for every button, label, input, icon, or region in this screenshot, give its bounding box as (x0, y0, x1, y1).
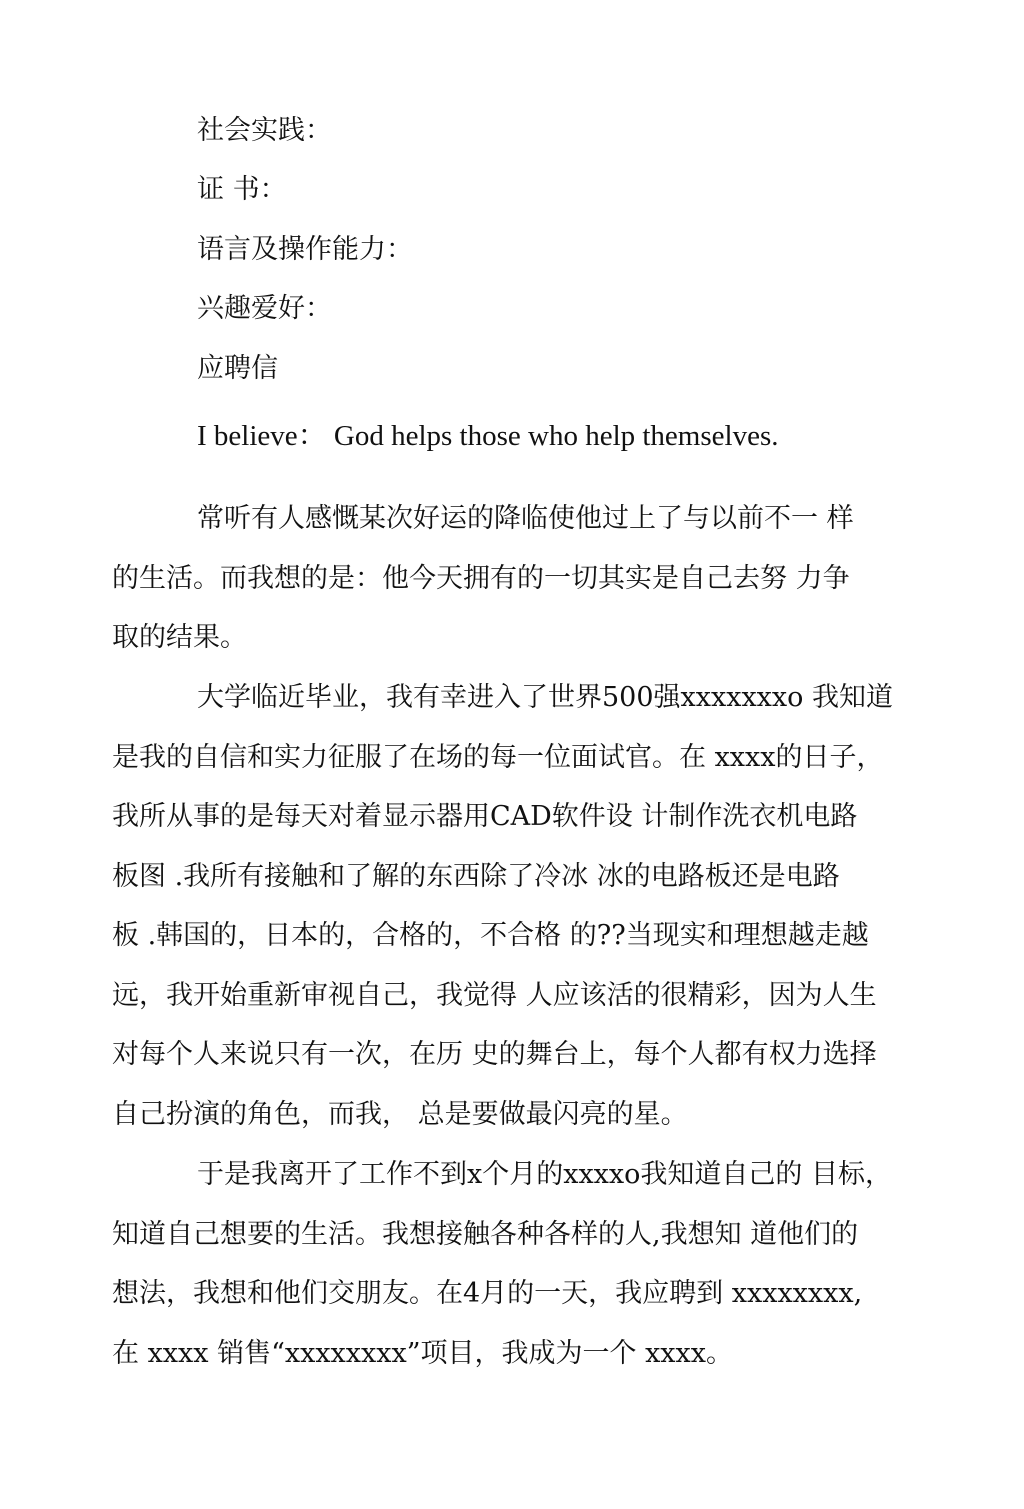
paragraph-line: 远，我开始重新审视自己，我觉得 人应该活的很精彩，因为人生 (112, 979, 877, 1011)
paragraph-line: 我所从事的是每天对着显示器用CAD软件设 计制作洗衣机电路 (112, 801, 858, 832)
paragraph-line: 板 .韩国的，日本的，合格的，不合格 的??当现实和理想越走越 (112, 920, 869, 951)
heading-hobbies: 兴趣爱好： (197, 293, 332, 324)
heading-application-letter: 应聘信 (197, 353, 278, 384)
paragraph-line: 取的结果。 (112, 622, 247, 653)
paragraph-2 (112, 668, 942, 1144)
motto-line: I believe： God helps those who help themselves. (197, 420, 779, 452)
paragraph-line: 常听有人感慨某次好运的降临使他过上了与以前不一 样 (197, 503, 854, 534)
paragraph-3 (112, 1145, 942, 1383)
paragraph-line: 对每个人来说只有一次，在历 史的舞台上，每个人都有权力选择 (112, 1039, 877, 1070)
paragraph-line: 大学临近毕业，我有幸进入了世界500强xxxxxxxo 我知道 (197, 682, 893, 713)
paragraph-line: 是我的自信和实力征服了在场的每一位面试官。在 xxxx的日子， (112, 741, 884, 773)
paragraph-line: 板图 .我所有接触和了解的东西除了冷冰 冰的电路板还是电路 (112, 860, 840, 892)
paragraph-line: 知道自己想要的生活。我想接触各种各样的人,我想知 道他们的 (112, 1218, 859, 1250)
paragraph-1 (112, 489, 942, 668)
paragraph-line: 自己扮演的角色，而我， 总是要做最闪亮的星。 (112, 1098, 688, 1130)
paragraph-line: 想法，我想和他们交朋友。在4月的一天，我应聘到 xxxxxxxx, (112, 1278, 863, 1309)
heading-certificates: 证 书： (197, 174, 287, 205)
heading-social-practice: 社会实践： (197, 115, 332, 146)
paragraph-line: 于是我离开了工作不到x个月的xxxxo我知道自己的 目标， (197, 1159, 892, 1190)
heading-language-skills: 语言及操作能力： (197, 234, 413, 265)
paragraph-line: 在 xxxx 销售“xxxxxxxx”项目，我成为一个 xxxx。 (112, 1337, 733, 1369)
paragraph-line: 的生活。而我想的是：他今天拥有的一切其实是自己去努 力争 (112, 562, 850, 594)
